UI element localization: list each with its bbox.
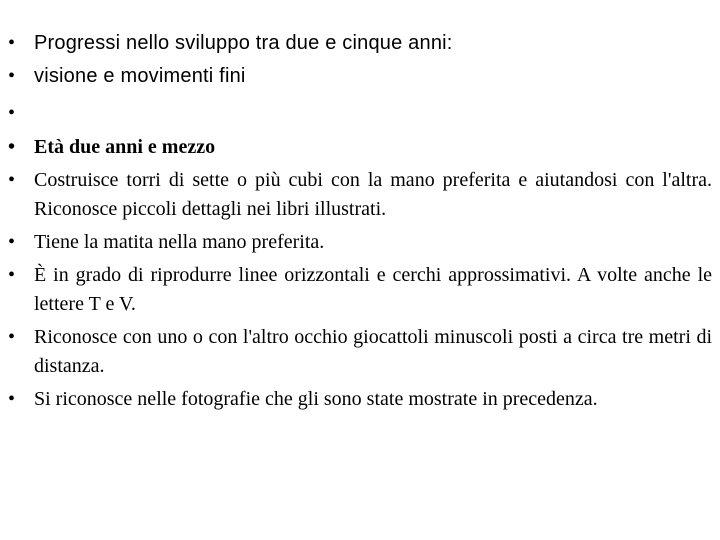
list-item — [8, 323, 712, 381]
heading-line-2 — [8, 60, 712, 93]
list-item — [8, 228, 712, 257]
bullet-icon: • — [8, 264, 16, 286]
list-item — [8, 385, 712, 414]
list-item-text: Si riconosce nelle fotografie che gli sono state mostrate in precedenza. — [34, 388, 598, 410]
list-item-text: Tiene la matita nella mano preferita. — [34, 231, 325, 253]
list-item-text: Costruisce torri di sette o più cubi con la mano preferita e aiutandosi con l'altra. Riconosce piccoli dettagli nei libri illustrati. — [34, 169, 712, 220]
bullet-icon: • — [8, 326, 16, 348]
list-item — [8, 166, 712, 224]
section-title — [8, 133, 712, 162]
bullet-icon: • — [8, 102, 16, 124]
bullet-icon: • — [8, 388, 16, 410]
heading-text-2: visione e movimenti fini — [34, 65, 246, 87]
section-title-text: Età due anni e mezzo — [34, 136, 216, 158]
heading-line-1 — [8, 27, 712, 60]
list-item — [8, 261, 712, 319]
heading-text-1: Progressi nello sviluppo tra due e cinque anni: — [34, 32, 453, 54]
bullet-icon: • — [8, 136, 16, 158]
list-item-text: È in grado di riprodurre linee orizzontali e cerchi approssimativi. A volte anche le lettere T e V. — [34, 264, 712, 315]
bullet-list — [8, 27, 712, 418]
bullet-icon: • — [8, 169, 16, 191]
bullet-icon: • — [8, 65, 16, 87]
empty-bullet — [8, 93, 712, 133]
list-item-text: Riconosce con uno o con l'altro occhio giocattoli minuscoli posti a circa tre metri di distanza. — [34, 326, 712, 377]
bullet-icon: • — [8, 231, 16, 253]
bullet-icon: • — [8, 32, 16, 54]
